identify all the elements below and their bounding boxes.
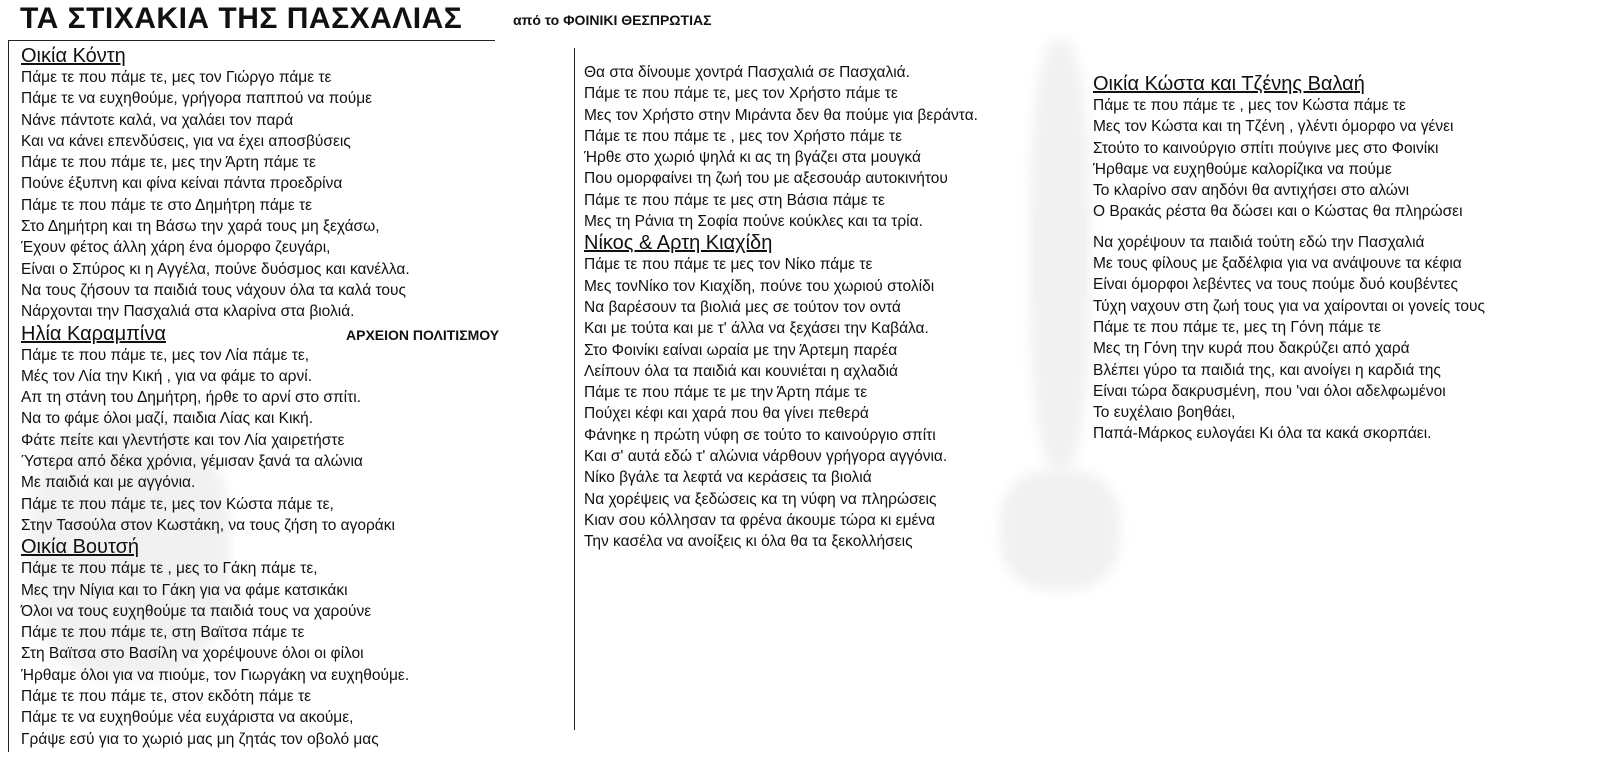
verse-line: Μες τον Κώστα και τη Τζένη , γλέντι όμορφο να γένει [1093,118,1454,136]
page-title: ΤΑ ΣΤΙΧΑΚΙΑ ΤΗΣ ΠΑΣΧΑΛΙΑΣ [20,2,463,35]
column-middle [584,62,978,553]
verse-line: Πάμε τε που πάμε τε μες στη Βάσια πάμε τε [584,191,885,209]
verse-line: Πάμε τε που πάμε τε , μες τον Κώστα πάμε τε [1093,97,1406,114]
verse-line: Μες τονΝίκο τον Κιαχίδη, πούνε του χωριού στολίδι [584,277,935,295]
verse-line: Πάμε τε που πάμε τε με την Άρτη πάμε τε [584,384,868,402]
verse-line: Πάμε τε που πάμε τε, στη Βαϊτσα πάμε τε [21,624,305,642]
left-margin-rule [8,40,9,752]
verse-line: Πάμε τε που πάμε τε, μες την Άρτη πάμε τε [21,154,316,172]
verse-line: Λείπουν όλα τα παιδιά και κουνιέται η αχλαδιά [584,362,899,380]
verse-line: Νάρχονται την Πασχαλιά στα κλαρίνα στα βιολιά. [21,303,355,321]
verse-line: Να το φάμε όλοι μαζί, παιδια Λίας και Κική. [21,410,314,428]
verse-line: Φάτε πείτε και γλεντήστε και τον Λία χαιρετήστε [21,431,345,449]
page-subtitle: από το ΦΟΙΝΙΚΙ ΘΕΣΠΡΩΤΙΑΣ [513,12,712,28]
verse-line: Είναι όμορφοι λεβέντες να τους πούμε δυό κουβέντες [1093,276,1458,294]
verse-line: Παπά-Μάρκος ευλογάει Κι όλα τα κακά σκορπάει. [1093,425,1432,443]
verse-line: Μες τον Χρήστο στην Μιράντα δεν θα πούμε για βεράντα. [584,106,978,124]
section-heading: Οικία Κόντη [21,45,126,67]
section-heading: Οικία Κώστα και Τζένης Βαλαή [1093,73,1365,95]
verse-line: Και σ' αυτά εδώ τ' αλώνια νάρθουν γρήγορα αγγόνια. [584,448,948,466]
verse-line: Πάμε τε να ευχηθούμε νέα ευχάριστα να ακούμε, [21,709,354,727]
scan-smudge [1000,470,1120,590]
verse-line: Να βαρέσουν τα βιολιά μες σε τούτον τον οντά [584,298,901,316]
section-heading: Ηλία Καραμπίνα [21,322,166,345]
verse-line: Να χορέψουν τα παιδιά τούτη εδώ την Πασχαλιά [1093,233,1425,251]
verse-line: Τύχη ναχουν στη ζωή τους για να χαίρονται οι γονείς τους [1093,297,1485,315]
verse-line: Να τους ζήσουν τα παιδιά τους νάχουν όλα τα καλά τους [21,281,406,299]
verse-line: Είναι τώρα δακρυσμένη, που 'ναι όλοι αδελφωμένοι [1093,382,1446,400]
verse-line: Έχουν φέτος άλλη χάρη ένα όμορφο ζευγάρι, [21,239,331,257]
verse-line: Στο Φοινίκι εαίναι ωραία με την Άρτεμη παρέα [584,341,898,359]
verse-line: Πάμε τε που πάμε τε, μες τη Γόνη πάμε τε [1093,318,1381,336]
verse-line: Την κασέλα να ανοίξεις κι όλα θα τα ξεκολλήσεις [584,533,913,551]
verse-line: Με τους φίλους με ξαδέλφια για να ανάψουνε τα κέφια [1093,255,1462,273]
verse-line: Το ευχέλαιο βοηθάει, [1093,404,1236,422]
verse-line: Μές τον Λία την Κική , για να φάμε το αρνί. [21,367,313,385]
verse-line: Πάμε τε που πάμε τε , μες τον Χρήστο πάμε τε [584,127,903,145]
verse-line: Στο Δημήτρη και τη Βάσω την χαρά τους μη ξεχάσω, [21,218,380,236]
verse-line: Πάμε τε που πάμε τε, μες τον Κώστα πάμε τε, [21,495,334,513]
verse-line: Που ομορφαίνει τη ζωή του με αξεσουάρ αυτοκινήτου [584,170,948,188]
verse-line: Μες τη Ράνια τη Σοφία πούνε κούκλες και τα τρία. [584,213,923,231]
column-right [1093,73,1485,445]
section-heading: Νίκος & Αρτη Κιαχίδη [584,232,773,255]
column-divider [574,48,575,730]
verse-line: Με παιδιά και με αγγόνια. [21,474,196,492]
verse-line: Είναι ο Σπύρος κι η Αγγέλα, πούνε δυόσμος και κανέλλα. [21,260,410,278]
verse-line: Και να κάνει επενδύσεις, για να έχει αποσβύσεις [21,132,351,150]
verse-line: Απ τη στάνη του Δημήτρη, ήρθε το αρνί στο σπίτι. [21,389,362,407]
title-underline [8,40,495,41]
section-heading: Οικία Βουτσή [21,536,140,559]
verse-line: Στην Τασούλα στον Κωστάκη, να τους ζήση το αγοράκι [21,516,395,534]
verse-line: Στούτο το καινούργιο σπίτι πούγινε μες στο Φοινίκι [1093,139,1439,157]
archive-stamp-label: ΑΡΧΕΙΟΝ ΠΟΛΙΤΙΣΜΟΥ [346,327,500,343]
verse-line: Γράψε εσύ για το χωριό μας μη ζητάς τον οβολό μας [21,730,379,748]
verse-line: Πάμε τε που πάμε τε, μες τον Γιώργο πάμε τε [21,69,332,86]
verse-line: Ο Βρακάς ρέστα θα δώσει και ο Κώστας θα πληρώσει [1093,203,1463,221]
verse-line: Ήρθαμε όλοι για να πιούμε, τον Γιωργάκη να ευχηθούμε. [21,666,410,684]
verse-line: Να χορέψεις να ξεδώσεις κα τη νύφη να πληρώσεις [584,490,937,508]
verse-line: Ύστερα από δέκα χρόνια, γέμισαν ξανά τα αλώνια [21,453,363,471]
verse-line: Μες τη Γόνη την κυρά που δακρύζει από χαρά [1093,340,1410,358]
verse-line: Πάμε τε που πάμε τε , μες το Γάκη πάμε τε, [21,560,318,578]
verse-line: Νίκο βγάλε τα λεφτά να κεράσεις τα βιολιά [584,469,872,487]
verse-line: Πάμε τε που πάμε τε, μες τον Χρήστο πάμε τε [584,85,898,103]
verse-line: Νάνε πάντοτε καλά, να χαλάει τον παρά [21,111,294,129]
verse-line: Θα στα δίνουμε χοντρά Πασχαλιά σε Πασχαλιά. [584,64,910,81]
verse-line: Ήρθε στο χωριό ψηλά κι ας τη βγάζει στα μουγκά [584,149,921,167]
verse-line: Στη Βαϊτσα στο Βασίλη να χορέψουνε όλοι οι φίλοι [21,645,364,663]
verse-line: Βλέπει γύρο τα παιδιά της, και ανοίγει η καρδιά της [1093,361,1441,379]
verse-line: Το κλαρίνο σαν αηδόνι θα αντιχήσει στο αλώνι [1093,182,1410,200]
verse-line: Πούχει κέφι και χαρά που θα γίνει πεθερά [584,405,869,423]
verse-line: Μες την Νίγια και το Γάκη για να φάμε κατσικάκι [21,581,348,599]
verse-line: Φάνηκε η πρώτη νύφη σε τούτο το καινούργιο σπίτι [584,426,936,444]
verse-line: Πούνε έξυπνη και φίνα κείναι πάντα προεδρίνα [21,175,343,193]
verse-line: Πάμε τε να ευχηθούμε, γρήγορα παππού να πούμε [21,90,373,108]
verse-line: Ήρθαμε να ευχηθούμε καλορίζικα να πούμε [1093,160,1392,178]
verse-line: Και με τούτα και με τ' άλλα να ξεχάσει την Καβάλα. [584,320,929,338]
verse-line: Πάμε τε που πάμε τε, στον εκδότη πάμε τε [21,688,312,706]
column-left [21,45,410,750]
verse-line: Πάμε τε που πάμε τε μες τον Νίκο πάμε τε [584,256,873,274]
stanza-gap [1093,223,1485,232]
verse-line: Όλοι να τους ευχηθούμε τα παιδιά τους να χαρούνε [21,602,372,620]
verse-line: Κιαν σου κόλλησαν τα φρένα άκουμε τώρα κι εμένα [584,511,936,529]
verse-line: Πάμε τε που πάμε τε, μες τον Λία πάμε τε, [21,346,310,364]
verse-line: Πάμε τε που πάμε τε στο Δημήτρη πάμε τε [21,196,312,214]
scan-smudge [1030,40,1090,470]
